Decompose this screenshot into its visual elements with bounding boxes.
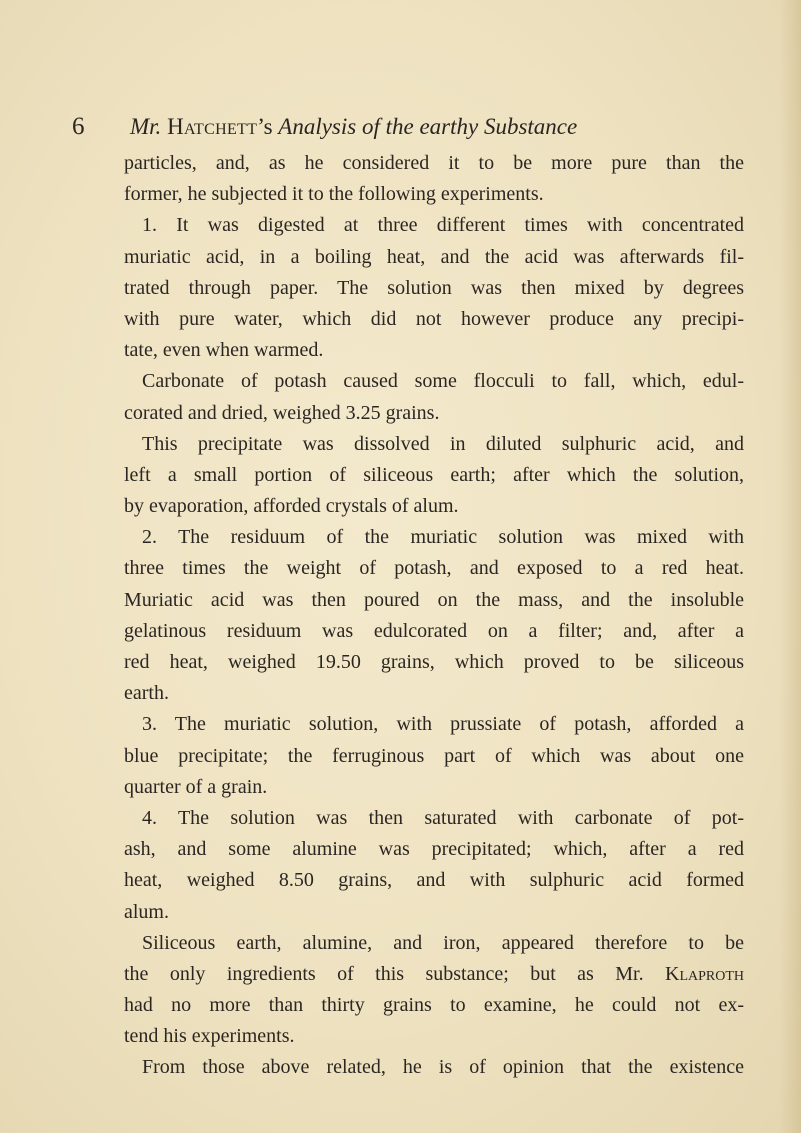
running-header [72,113,752,153]
text-line: with pure water, which did not however produce any precipi- [124,307,744,330]
text-line: left a small portion of siliceous earth; after which the solution, [124,463,744,486]
text-line: From those above related, he is of opinion that the existence [142,1056,744,1079]
text-line: Muriatic acid was then poured on the mass, and the insoluble [124,588,744,611]
text-line: This precipitate was dissolved in diluted sulphuric acid, and [142,432,744,455]
text-line [124,959,744,990]
text-line: three times the weight of potash, and exposed to a red heat. [124,557,744,580]
running-title [130,114,577,140]
text-line: heat, weighed 8.50 grains, and with sulphuric acid formed [124,869,744,892]
text-line: by evaporation, afforded crystals of alum. [124,495,459,518]
text-line: tate, even when warmed. [124,339,324,362]
name-klaproth: Klaproth [665,962,745,985]
text-line-part: the only ingredients of this substance; but as Mr. [124,962,644,985]
text-line: tend his experiments. [124,1025,295,1048]
page-edge-shadow [779,0,801,1133]
text-line: corated and dried, weighed 3.25 grains. [124,401,440,424]
text-line: gelatinous residuum was edulcorated on a filter; and, after a [124,619,744,642]
title-possessive: ’s [257,114,273,139]
body-text [124,148,744,1084]
page-number: 6 [72,113,85,140]
text-line: 3. The muriatic solution, with prussiate of potash, afforded a [142,713,744,736]
text-line: 4. The solution was then saturated with carbonate of pot- [142,806,744,829]
title-name: Hatchett [167,114,258,139]
text-line: alum. [124,900,169,923]
text-line: blue precipitate; the ferruginous part of which was about one [124,744,744,767]
text-line: had no more than thirty grains to examine, he could not ex- [124,994,744,1017]
text-line: muriatic acid, in a boiling heat, and the acid was afterwards fil- [124,245,744,268]
text-line: trated through paper. The solution was then mixed by degrees [124,276,744,299]
text-line: former, he subjected it to the following experiments. [124,183,544,206]
text-line: 1. It was digested at three different times with concentrated [142,214,744,237]
text-line: ash, and some alumine was precipitated; which, after a red [124,838,744,861]
text-line: red heat, weighed 19.50 grains, which proved to be siliceous [124,651,744,673]
text-line: Carbonate of potash caused some flocculi to fall, which, edul- [142,370,744,393]
text-line: Siliceous earth, alumine, and iron, appeared therefore to be [142,931,744,954]
title-rest: Analysis of the earthy Substance [278,114,578,139]
text-line: quarter of a grain. [124,775,268,798]
text-line: 2. The residuum of the muriatic solution was mixed with [142,526,744,549]
text-line: particles, and, as he considered it to be more pure than the [124,152,744,174]
text-line: earth. [124,682,169,705]
title-mr: Mr. [130,114,162,139]
